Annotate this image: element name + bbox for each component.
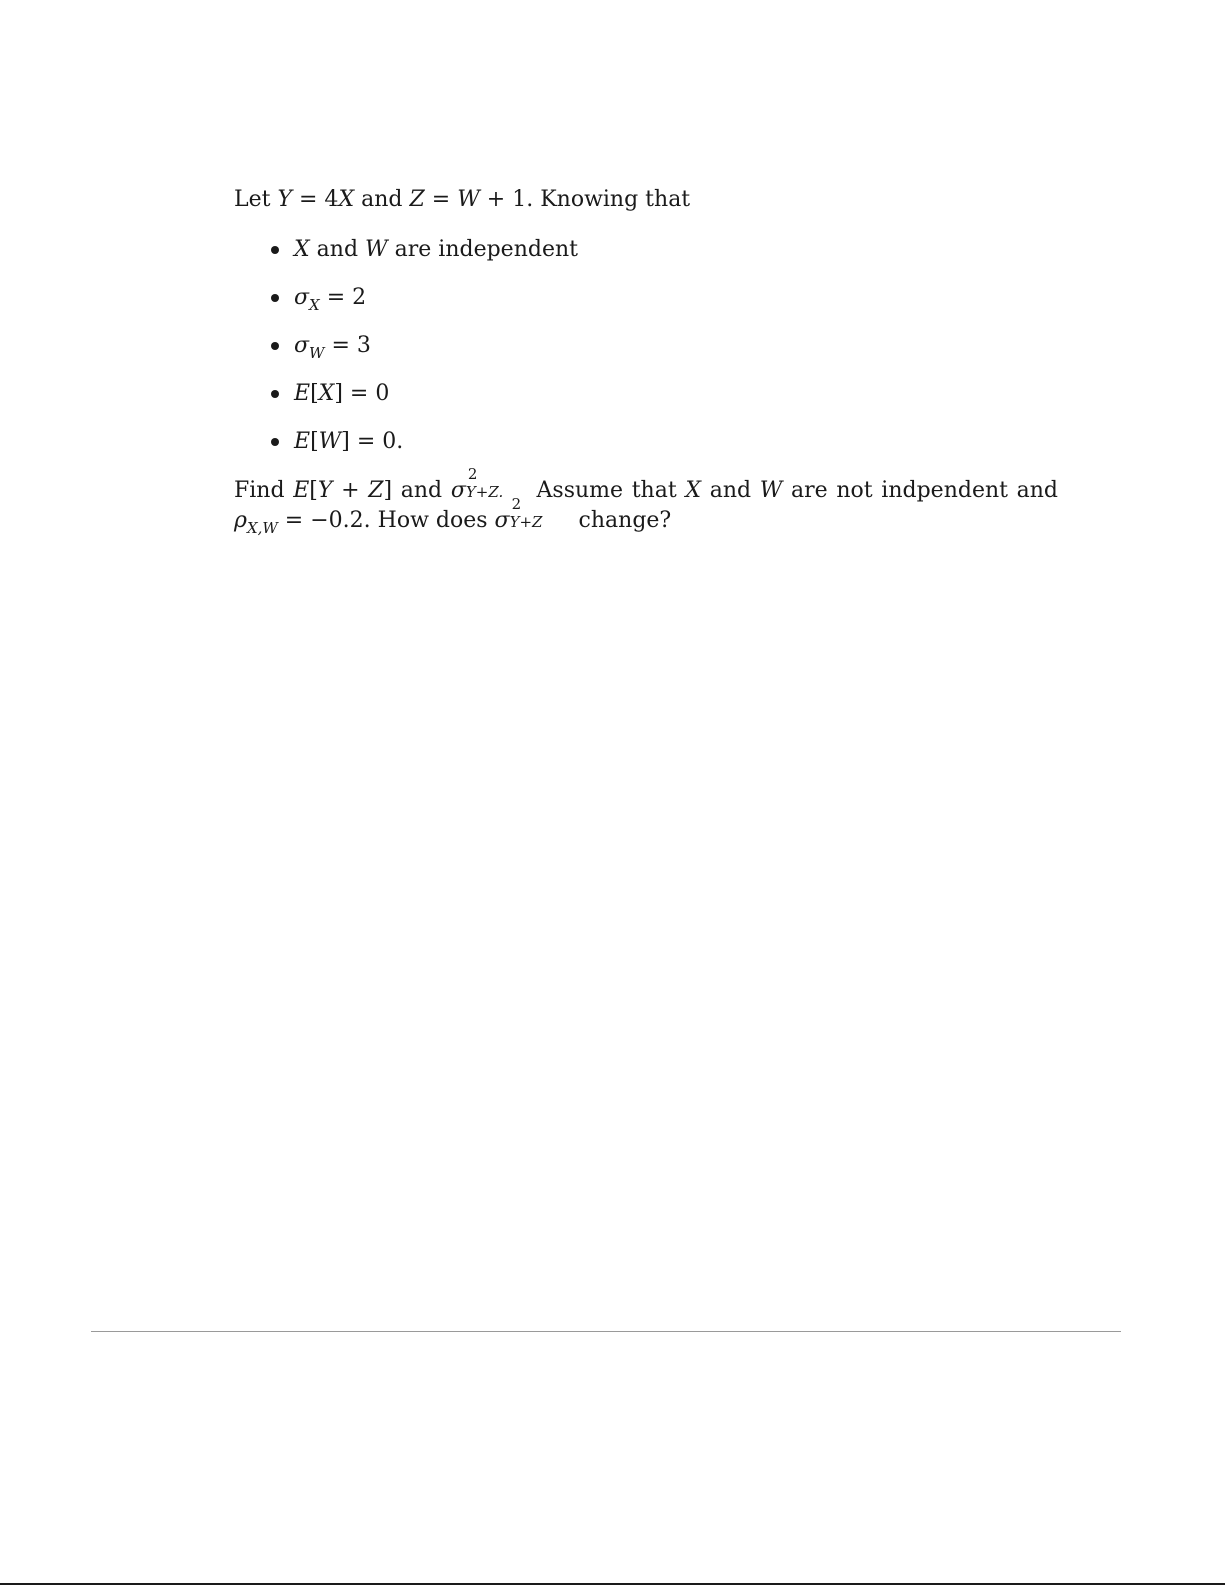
question-paragraph: [234, 465, 1059, 543]
q-change: change?: [571, 508, 672, 533]
bullet-icon: [271, 390, 279, 398]
footer-divider: [91, 1331, 1121, 1332]
condition-sigma-x: [234, 274, 1058, 322]
intro-tail: + 1. Knowing that: [479, 187, 691, 212]
intro-and: and: [354, 187, 410, 212]
bullet-icon: [271, 246, 279, 254]
expectation-var: W: [318, 429, 342, 454]
q-and2: and: [701, 478, 760, 503]
sigma-value: = 3: [324, 333, 371, 358]
q-var-x: X: [685, 478, 702, 503]
condition-independent: [234, 226, 1058, 274]
condition-sigma-w: [234, 322, 1058, 370]
q-and: and: [392, 478, 451, 503]
q-sigma2-scripts: [509, 495, 572, 533]
expectation-symbol: E: [294, 429, 311, 454]
q-not-indep: are not indpendent and: [782, 478, 1059, 503]
q-sigma2-sub: Y+Z: [509, 513, 543, 531]
sigma-symbol: σ: [294, 333, 310, 358]
cond-var-w: W: [365, 237, 388, 262]
intro-eq1: = 4: [292, 187, 339, 212]
q-sigma-sup: 2: [467, 465, 478, 483]
expectation-value: ] = 0: [334, 381, 390, 406]
var-w: W: [457, 187, 480, 212]
expectation-value: ] = 0.: [341, 429, 404, 454]
q-bracket-open: [: [309, 478, 318, 503]
var-z: Z: [409, 187, 425, 212]
cond-var-x: X: [294, 237, 310, 262]
q-bracket-close: ]: [383, 478, 393, 503]
q-rho-sub: X,W: [246, 519, 278, 537]
q-sigma2: σ: [494, 508, 510, 533]
q-assume: Assume that: [527, 478, 686, 503]
condition-expect-w: [234, 418, 1058, 466]
cond-and: and: [309, 237, 366, 262]
sigma-value: = 2: [319, 285, 367, 310]
intro-let: Let: [234, 187, 271, 212]
q-sigma: σ: [450, 478, 466, 503]
problem-text: [234, 180, 1058, 543]
question-line-1: [234, 465, 1059, 506]
conditions-list: [234, 226, 1058, 466]
bullet-icon: [271, 438, 279, 446]
var-y: Y: [277, 187, 293, 212]
sigma-subscript: X: [309, 296, 320, 314]
q-sigma-sub-wrap: [466, 485, 503, 500]
q-find: Find: [234, 478, 294, 503]
condition-expect-x: [234, 370, 1058, 418]
q-rho: ρ: [234, 508, 247, 533]
q-var-w: W: [759, 478, 783, 503]
expectation-var: X: [318, 381, 335, 406]
var-x: X: [338, 187, 355, 212]
intro-line: [234, 180, 1058, 220]
cond-text: are independent: [387, 237, 578, 262]
expectation-symbol: E: [294, 381, 311, 406]
intro-eq2: =: [424, 187, 458, 212]
question-line-2: [234, 495, 1058, 543]
bracket-open: [: [310, 381, 319, 406]
sigma-subscript: W: [309, 344, 325, 362]
q-period: .: [498, 483, 504, 501]
bracket-open: [: [310, 429, 319, 454]
sigma-symbol: σ: [294, 285, 310, 310]
bullet-icon: [271, 294, 279, 302]
q-sigma2-sup: 2: [511, 495, 522, 513]
q-var-z: Z: [368, 478, 384, 503]
q-rho-val: = −0.2. How does: [277, 508, 495, 533]
q-expectation: E: [293, 478, 310, 503]
bullet-icon: [271, 342, 279, 350]
q-plus: +: [332, 478, 369, 503]
q-var-y: Y: [317, 478, 333, 503]
q-sigma-sub: Y+Z: [465, 483, 499, 501]
